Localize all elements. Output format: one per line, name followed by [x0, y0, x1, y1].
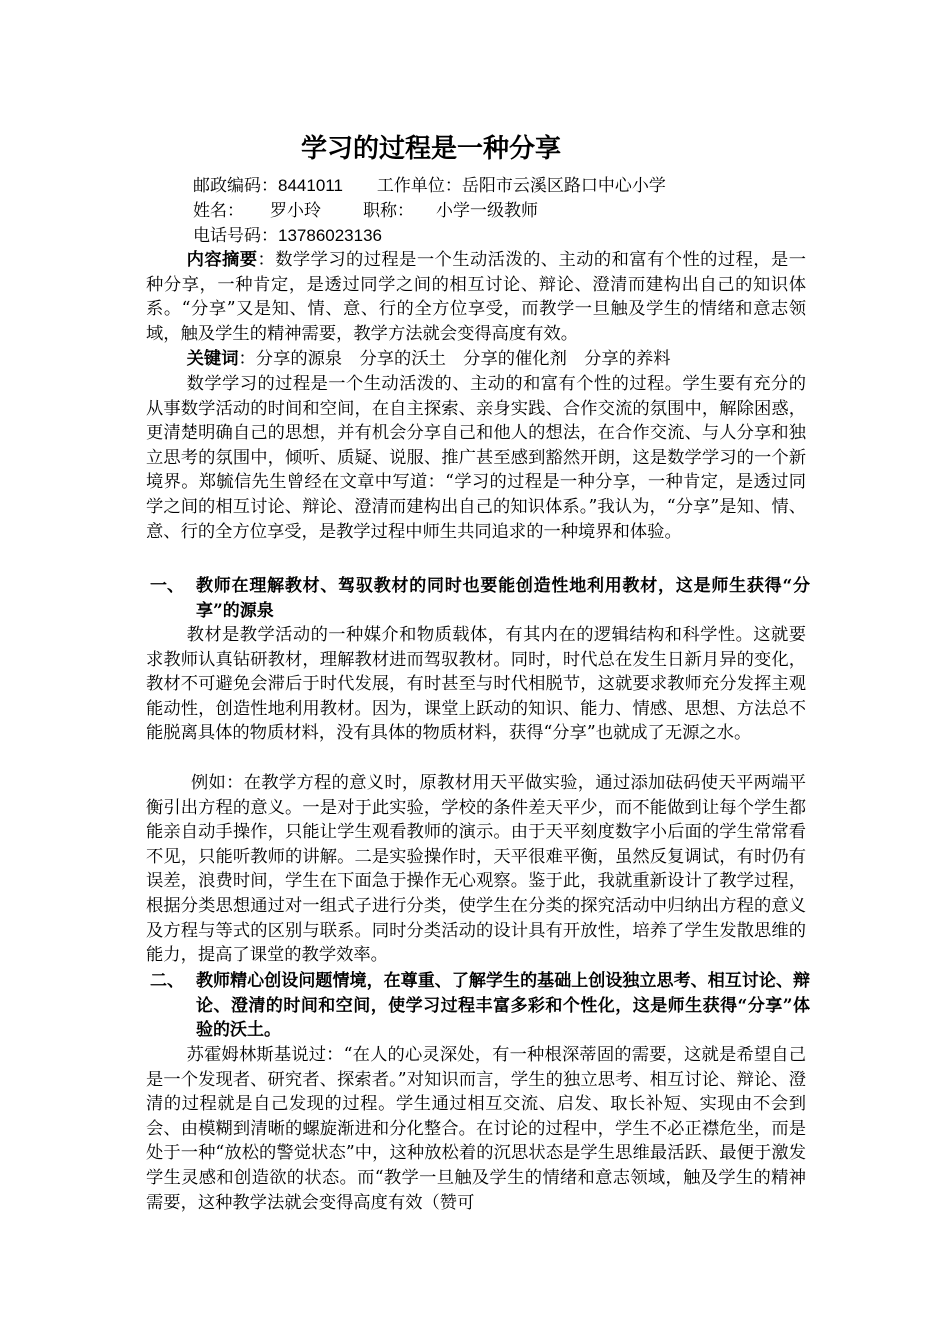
section-1-heading	[150, 574, 810, 623]
section-2-para-1-block	[146, 1043, 806, 1215]
section-1-heading-text: 教师在理解教材、驾驭教材的同时也要能创造性地利用教材，这是师生获得“分享”的源泉	[196, 576, 810, 621]
postcode-value: 8441011	[278, 176, 343, 195]
intro-block	[146, 372, 806, 544]
meta-line-name	[193, 199, 538, 223]
section-1-number: 一、	[150, 576, 184, 596]
intro-paragraph: 数学学习的过程是一个生动活泼的、主动的和富有个性的过程。学生要有充分的从事数学活动的时间和空间，在自主探索、亲身实践、合作交流的氛围中，解除困惑，更清楚明确自己的思想，并有机会分享自己和他人的想法，在合作交流、与人分享和独立思考的氛围中，倾听、质疑、说服、推广甚至感到豁然开朗，这是数学学习的一个新境界。郑毓信先生曾经在文章中写道：“学习的过程是一种分享，一种肯定，是透过同学之间的相互讨论、辩论、澄清而建构出自己的知识体系。”我认为，“分享”是知、情、意、行的全方位享受，是教学过程中师生共同追求的一种境界和体验。	[146, 374, 806, 542]
section-2-heading	[150, 969, 810, 1043]
keywords-text: ：分享的源泉 分享的沃土 分享的催化剂 分享的养料	[238, 349, 671, 369]
section-2-para-1: 苏霍姆林斯基说过：“在人的心灵深处，有一种根深蒂固的需要，这就是希望自己是一个发现者、研究者、探索者。”对知识而言，学生的独立思考、相互讨论、辩论、澄清的过程就是自己发现的过程。学生通过相互交流、启发、取长补短、实现由不会到会、由模糊到清晰的螺旋渐进和分化整合。在讨论的过程中，学生不必正襟危坐，而是处于一种“放松的警觉状态”中，这种放松着的沉思状态是学生思维最活跃、最便于激发学生灵感和创造欲的状态。而“教学一旦触及学生的情绪和意志领域，触及学生的精神需要，这种教学法就会变得高度有效（赞可	[146, 1045, 806, 1213]
abstract-label: 内容摘要	[186, 250, 258, 270]
workplace-label: 工作单位：	[376, 176, 462, 196]
section-2-heading-text: 教师精心创设问题情境，在尊重、了解学生的基础上创设独立思考、相互讨论、辩论、澄清的时间和空间，使学习过程丰富多彩和个性化，这是师生获得“分享”体验的沃土。	[196, 971, 810, 1041]
name-label: 姓名：	[193, 201, 244, 221]
abstract-block	[146, 248, 806, 346]
keywords-block	[146, 347, 806, 372]
section-1-para-2-block	[146, 771, 806, 968]
page-title: 学习的过程是一种分享	[300, 134, 561, 164]
section-1-para-1: 教材是教学活动的一种媒介和物质载体，有其内在的逻辑结构和科学性。这就要求教师认真钻研教材，理解教材进而驾驭教材。同时，时代总在发生日新月异的变化，教材不可避免会滞后于时代发展，有时甚至与时代相脱节，这就要求教师充分发挥主观能动性，创造性地利用教材。因为，课堂上跃动的知识、能力、情感、思想、方法总不能脱离具体的物质材料，没有具体的物质材料，获得“分享”也就成了无源之水。	[146, 625, 806, 744]
job-title-label: 职称：	[363, 201, 414, 221]
phone-value: 13786023136	[278, 226, 383, 245]
postcode-label: 邮政编码：	[193, 176, 278, 196]
section-1-para-2: 例如：在教学方程的意义时，原教材用天平做实验，通过添加砝码使天平两端平衡引出方程的意义。一是对于此实验，学校的条件差天平少，而不能做到让每个学生都能亲自动手操作，只能让学生观看教师的演示。由于天平刻度数字小后面的学生常常看不见，只能听教师的讲解。二是实验操作时，天平很难平衡，虽然反复调试，有时仍有误差，浪费时间，学生在下面急于操作无心观察。鉴于此，我就重新设计了教学过程，根据分类思想通过对一组式子进行分类，使学生在分类的探究活动中归纳出方程的意义及方程与等式的区别与联系。同时分类活动的设计具有开放性，培养了学生发散思维的能力，提高了课堂的教学效率。	[146, 773, 806, 966]
job-title-value: 小学一级教师	[436, 201, 538, 221]
abstract-text: ：数学学习的过程是一个生动活泼的、主动的和富有个性的过程，是一种分享，一种肯定，是透过同学之间的相互讨论、辩论、澄清而建构出自己的知识体系。“分享”又是知、情、意、行的全方位享受，而教学一旦触及学生的情绪和意志领域，触及学生的精神需要，教学方法就会变得高度有效。	[146, 250, 806, 344]
meta-line-postcode	[193, 174, 666, 198]
keywords-label: 关键词	[186, 349, 239, 369]
section-2-number: 二、	[150, 971, 184, 991]
meta-line-phone	[193, 224, 382, 248]
phone-label: 电话号码：	[193, 226, 278, 246]
name-value: 罗小玲	[270, 201, 321, 221]
workplace-value: 岳阳市云溪区路口中心小学	[461, 176, 666, 196]
section-1-para-1-block	[146, 623, 806, 746]
